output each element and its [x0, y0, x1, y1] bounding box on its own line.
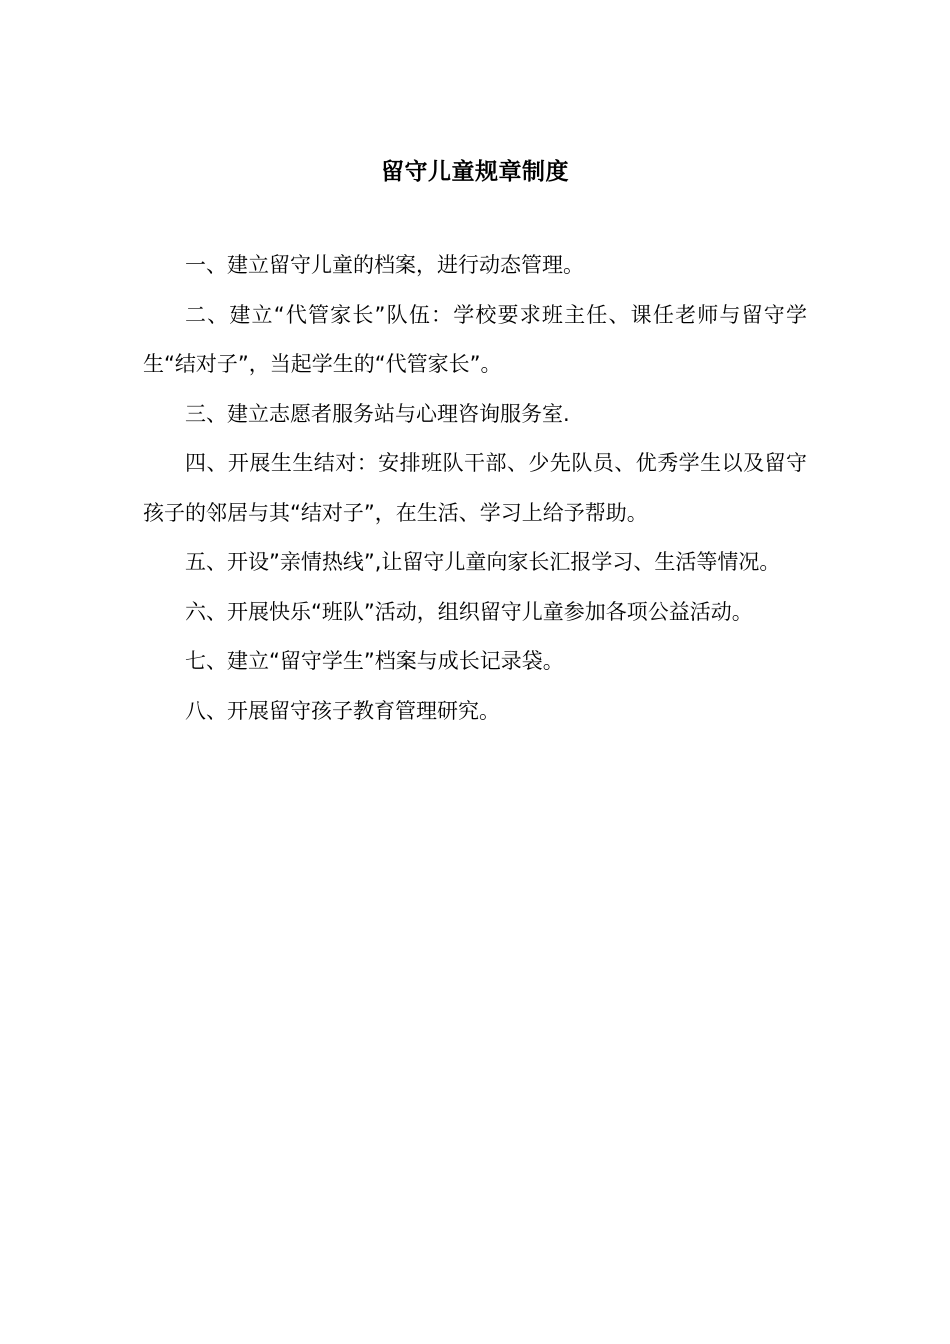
document-title: 留守儿童规章制度 — [381, 159, 569, 185]
paragraph-6: 六、开展快乐“班队”活动，组织留守儿童参加各项公益活动。 — [185, 599, 753, 624]
paragraph-2: 二、建立“代管家长”队伍：学校要求班主任、课任老师与留守学生“结对子”，当起学生的“代管家长”。 — [143, 302, 807, 376]
document-body — [143, 241, 807, 736]
paragraph-3: 三、建立志愿者服务站与心理咨询服务室. — [185, 401, 570, 426]
paragraph-8: 八、开展留守孩子教育管理研究。 — [185, 698, 500, 723]
paragraph-5: 五、开设”亲情热线”,让留守儿童向家长汇报学习、生活等情况。 — [185, 550, 781, 574]
paragraph-1: 一、建立留守儿童的档案，进行动态管理。 — [185, 253, 584, 277]
paragraph-7: 七、建立“留守学生”档案与成长记录袋。 — [185, 649, 564, 673]
paragraph-4: 四、开展生生结对：安排班队干部、少先队员、优秀学生以及留守孩子的邻居与其“结对子”，在生活、学习上给予帮助。 — [143, 451, 807, 525]
